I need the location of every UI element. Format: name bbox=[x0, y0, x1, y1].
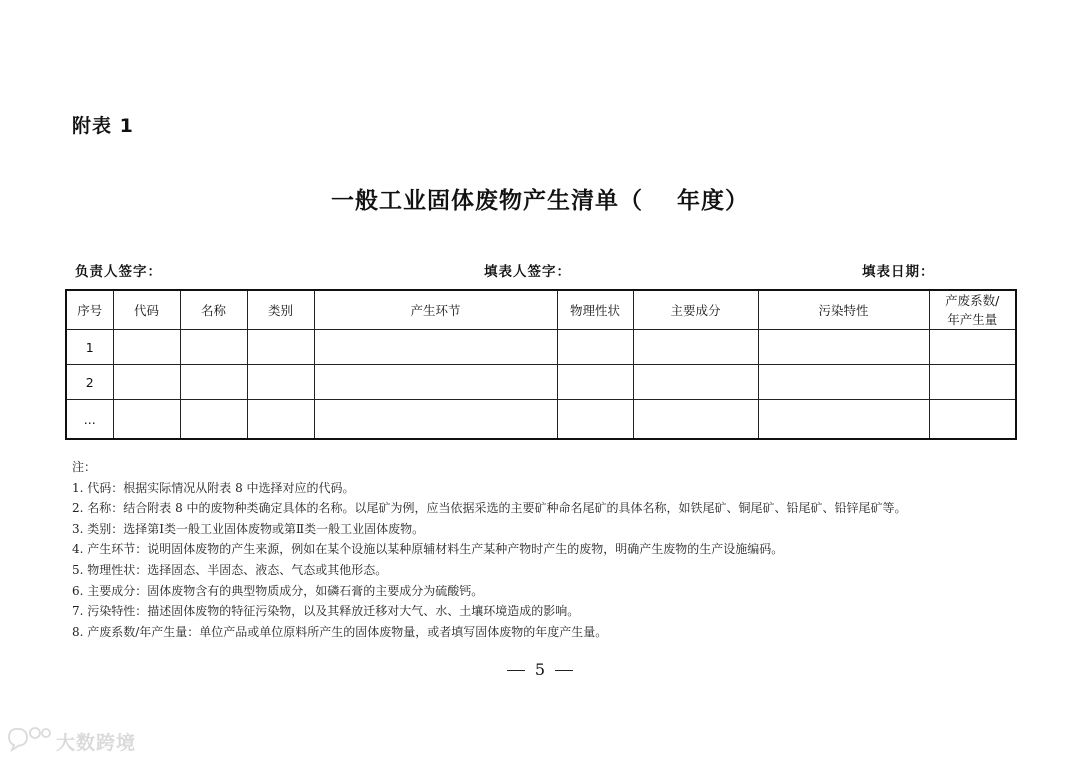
watermark bbox=[8, 726, 136, 756]
header-pollution-characteristics: 污染特性 bbox=[758, 290, 929, 330]
waste-inventory-table bbox=[65, 289, 1017, 440]
generation-coefficient-cell[interactable] bbox=[929, 400, 1016, 440]
category-cell[interactable] bbox=[247, 365, 314, 400]
note-item: 5. 物理性状：选择固态、半固态、液态、气态或其他形态。 bbox=[72, 562, 388, 577]
generation-stage-cell[interactable] bbox=[314, 400, 557, 440]
name-cell[interactable] bbox=[180, 365, 247, 400]
row-number: ... bbox=[66, 400, 113, 440]
note-item: 6. 主要成分：固体废物含有的典型物质成分，如磷石膏的主要成分为硫酸钙。 bbox=[72, 583, 484, 598]
note-item: 2. 名称：结合附表 8 中的废物种类确定具体的名称。以尾矿为例，应当依据采选的主要矿种命名尾矿的具体名称，如铁尾矿、铜尾矿、铅尾矿、铅锌尾矿等。 bbox=[72, 501, 907, 516]
header-main-components: 主要成分 bbox=[633, 290, 758, 330]
title-main: 一般工业固体废物产生清单（ bbox=[331, 188, 643, 214]
title-suffix: 年度） bbox=[677, 188, 749, 214]
header-name: 名称 bbox=[180, 290, 247, 330]
note-item: 7. 污染特性：描述固体废物的特征污染物，以及其释放迁移对大气、水、土壤环境造成的影响。 bbox=[72, 604, 580, 619]
generation-stage-cell[interactable] bbox=[314, 330, 557, 365]
header-generation-stage: 产生环节 bbox=[314, 290, 557, 330]
fill-date-label: 填表日期： bbox=[862, 264, 935, 280]
code-cell[interactable] bbox=[113, 400, 180, 440]
main-components-cell[interactable] bbox=[633, 365, 758, 400]
note-item: 1. 代码：根据实际情况从附表 8 中选择对应的代码。 bbox=[72, 480, 355, 495]
table-row bbox=[66, 400, 1016, 440]
document-title bbox=[0, 182, 1080, 215]
name-cell[interactable] bbox=[180, 400, 247, 440]
name-cell[interactable] bbox=[180, 330, 247, 365]
pollution-characteristics-cell[interactable] bbox=[758, 330, 929, 365]
notes-section bbox=[72, 457, 907, 642]
header-physical-form: 物理性状 bbox=[557, 290, 633, 330]
code-cell[interactable] bbox=[113, 365, 180, 400]
table-row bbox=[66, 365, 1016, 400]
note-item: 8. 产废系数/年产生量：单位产品或单位原料所产生的固体废物量，或者填写固体废物的年度产生量。 bbox=[72, 624, 608, 639]
generation-coefficient-cell[interactable] bbox=[929, 330, 1016, 365]
responsible-signature-label: 负责人签字： bbox=[75, 264, 162, 280]
header-generation-coefficient bbox=[929, 290, 1016, 330]
note-item: 3. 类别：选择第Ⅰ类一般工业固体废物或第Ⅱ类一般工业固体废物。 bbox=[72, 521, 425, 536]
watermark-text: 大数跨境 bbox=[56, 731, 137, 754]
generation-coefficient-cell[interactable] bbox=[929, 365, 1016, 400]
physical-form-cell[interactable] bbox=[557, 330, 633, 365]
row-number: 1 bbox=[66, 330, 113, 365]
note-item: 4. 产生环节：说明固体废物的产生来源，例如在某个设施以某种原辅材料生产某种产物时产生的废物，明确产生废物的生产设施编码。 bbox=[72, 542, 784, 557]
page-number-value: 5 bbox=[534, 660, 546, 679]
main-components-cell[interactable] bbox=[633, 330, 758, 365]
appendix-label: 附表 1 bbox=[72, 115, 134, 137]
physical-form-cell[interactable] bbox=[557, 400, 633, 440]
header-seq: 序号 bbox=[66, 290, 113, 330]
header-generation-coefficient-line1: 产废系数/ bbox=[945, 293, 1000, 308]
physical-form-cell[interactable] bbox=[557, 365, 633, 400]
filler-signature-label: 填表人签字： bbox=[484, 264, 571, 280]
main-components-cell[interactable] bbox=[633, 400, 758, 440]
pollution-characteristics-cell[interactable] bbox=[758, 400, 929, 440]
page-number bbox=[0, 660, 1080, 679]
row-number: 2 bbox=[66, 365, 113, 400]
table-row bbox=[66, 330, 1016, 365]
category-cell[interactable] bbox=[247, 400, 314, 440]
header-generation-coefficient-line2: 年产生量 bbox=[947, 312, 998, 327]
header-code: 代码 bbox=[113, 290, 180, 330]
header-category: 类别 bbox=[247, 290, 314, 330]
notes-heading: 注： bbox=[72, 460, 97, 474]
page-dash-right bbox=[555, 670, 573, 671]
table-header-row bbox=[66, 290, 1016, 330]
page-dash-left bbox=[507, 670, 525, 671]
chat-bubble-logo-icon bbox=[8, 726, 52, 756]
code-cell[interactable] bbox=[113, 330, 180, 365]
category-cell[interactable] bbox=[247, 330, 314, 365]
pollution-characteristics-cell[interactable] bbox=[758, 365, 929, 400]
generation-stage-cell[interactable] bbox=[314, 365, 557, 400]
